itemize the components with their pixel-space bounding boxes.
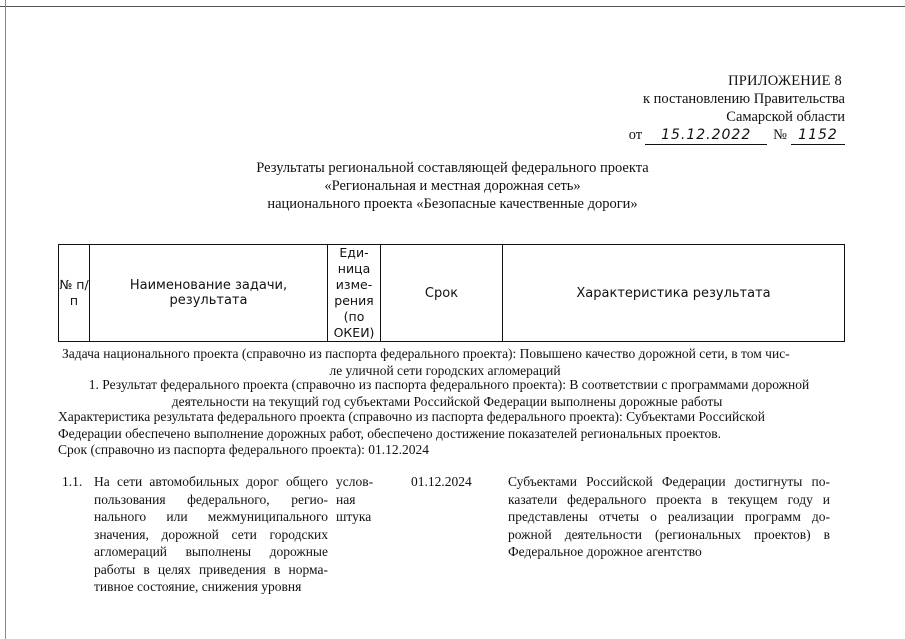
appendix-title: ПРИЛОЖЕНИЕ 8 [728,73,842,89]
number-label: № [773,127,787,143]
appendix-region: Самарской области [726,109,845,125]
handwritten-number: 1152 [791,126,845,145]
document-title-line1: Результаты региональной составляющей федерального проекта [256,160,649,176]
header-characteristic: Характеристика результата [503,245,845,342]
header-number: № п/п [59,245,90,342]
scan-edge-left [5,0,6,639]
row-1-1-name: На сети автомобильных дорог общего пользования федерального, регио-нального или межмуниципального значения, дорожной сети городских агломераций выполнены дорожные работы в целях приведения в норма-тивное состояние, снижения уровня [94,474,328,594]
results-table-header [58,244,845,342]
federal-term: Срок (справочно из паспорта федерального проекта): 01.12.2024 [58,442,429,457]
row-1-1-number: 1.1. [62,474,83,489]
row-1-1-term: 01.12.2024 [411,474,472,489]
national-task-line2: ле уличной сети городских агломераций [329,362,561,378]
document-title [0,159,905,213]
row-1-1-unit: услов-ная штука [336,474,374,524]
document-title-line3: национального проекта «Безопасные качественные дороги» [267,196,638,212]
federal-characteristic [58,409,838,442]
national-task-line1: Задача национального проекта (справочно из паспорта федерального проекта): Повышено качество дорожной сети, в том чис- [62,346,790,361]
federal-result-line1: 1. Результат федерального проекта (справочно из паспорта федерального проекта): В соответствии с программами дорожной [88,377,810,392]
national-task [62,346,828,379]
header-term: Срок [381,245,503,342]
federal-result [62,377,832,410]
header-row [59,245,845,342]
federal-characteristic-line1: Характеристика результата федерального проекта (справочно из паспорта федерального проекта): Субъектами Российской [58,409,766,424]
document-title-line2: «Региональная и местная дорожная сеть» [324,178,581,194]
appendix-block [629,72,845,145]
header-unit: Еди-ница изме-рения (по ОКЕИ) [328,245,381,342]
handwritten-date: 15.12.2022 [645,126,767,145]
from-label: от [628,127,643,143]
appendix-date-number [629,126,845,145]
scan-edge-top [0,6,905,7]
row-1-1-characteristic: Субъектами Российской Федерации достигнуты по-казатели федерального проекта в текущем году и представлены отчеты о реализации программ до-рожной деятельности (региональных проектов) в Федеральное дорожное агентство [508,474,830,559]
federal-result-line2: деятельности на текущий год субъектами Российской Федерации выполнены дорожные работы [171,393,723,409]
appendix-resolution: к постановлению Правительства [643,91,845,107]
header-name: Наименование задачи, результата [90,245,328,342]
federal-characteristic-line2: Федерации обеспечено выполнение дорожных работ, обеспечено достижение показателей региональных проектов. [58,425,721,441]
